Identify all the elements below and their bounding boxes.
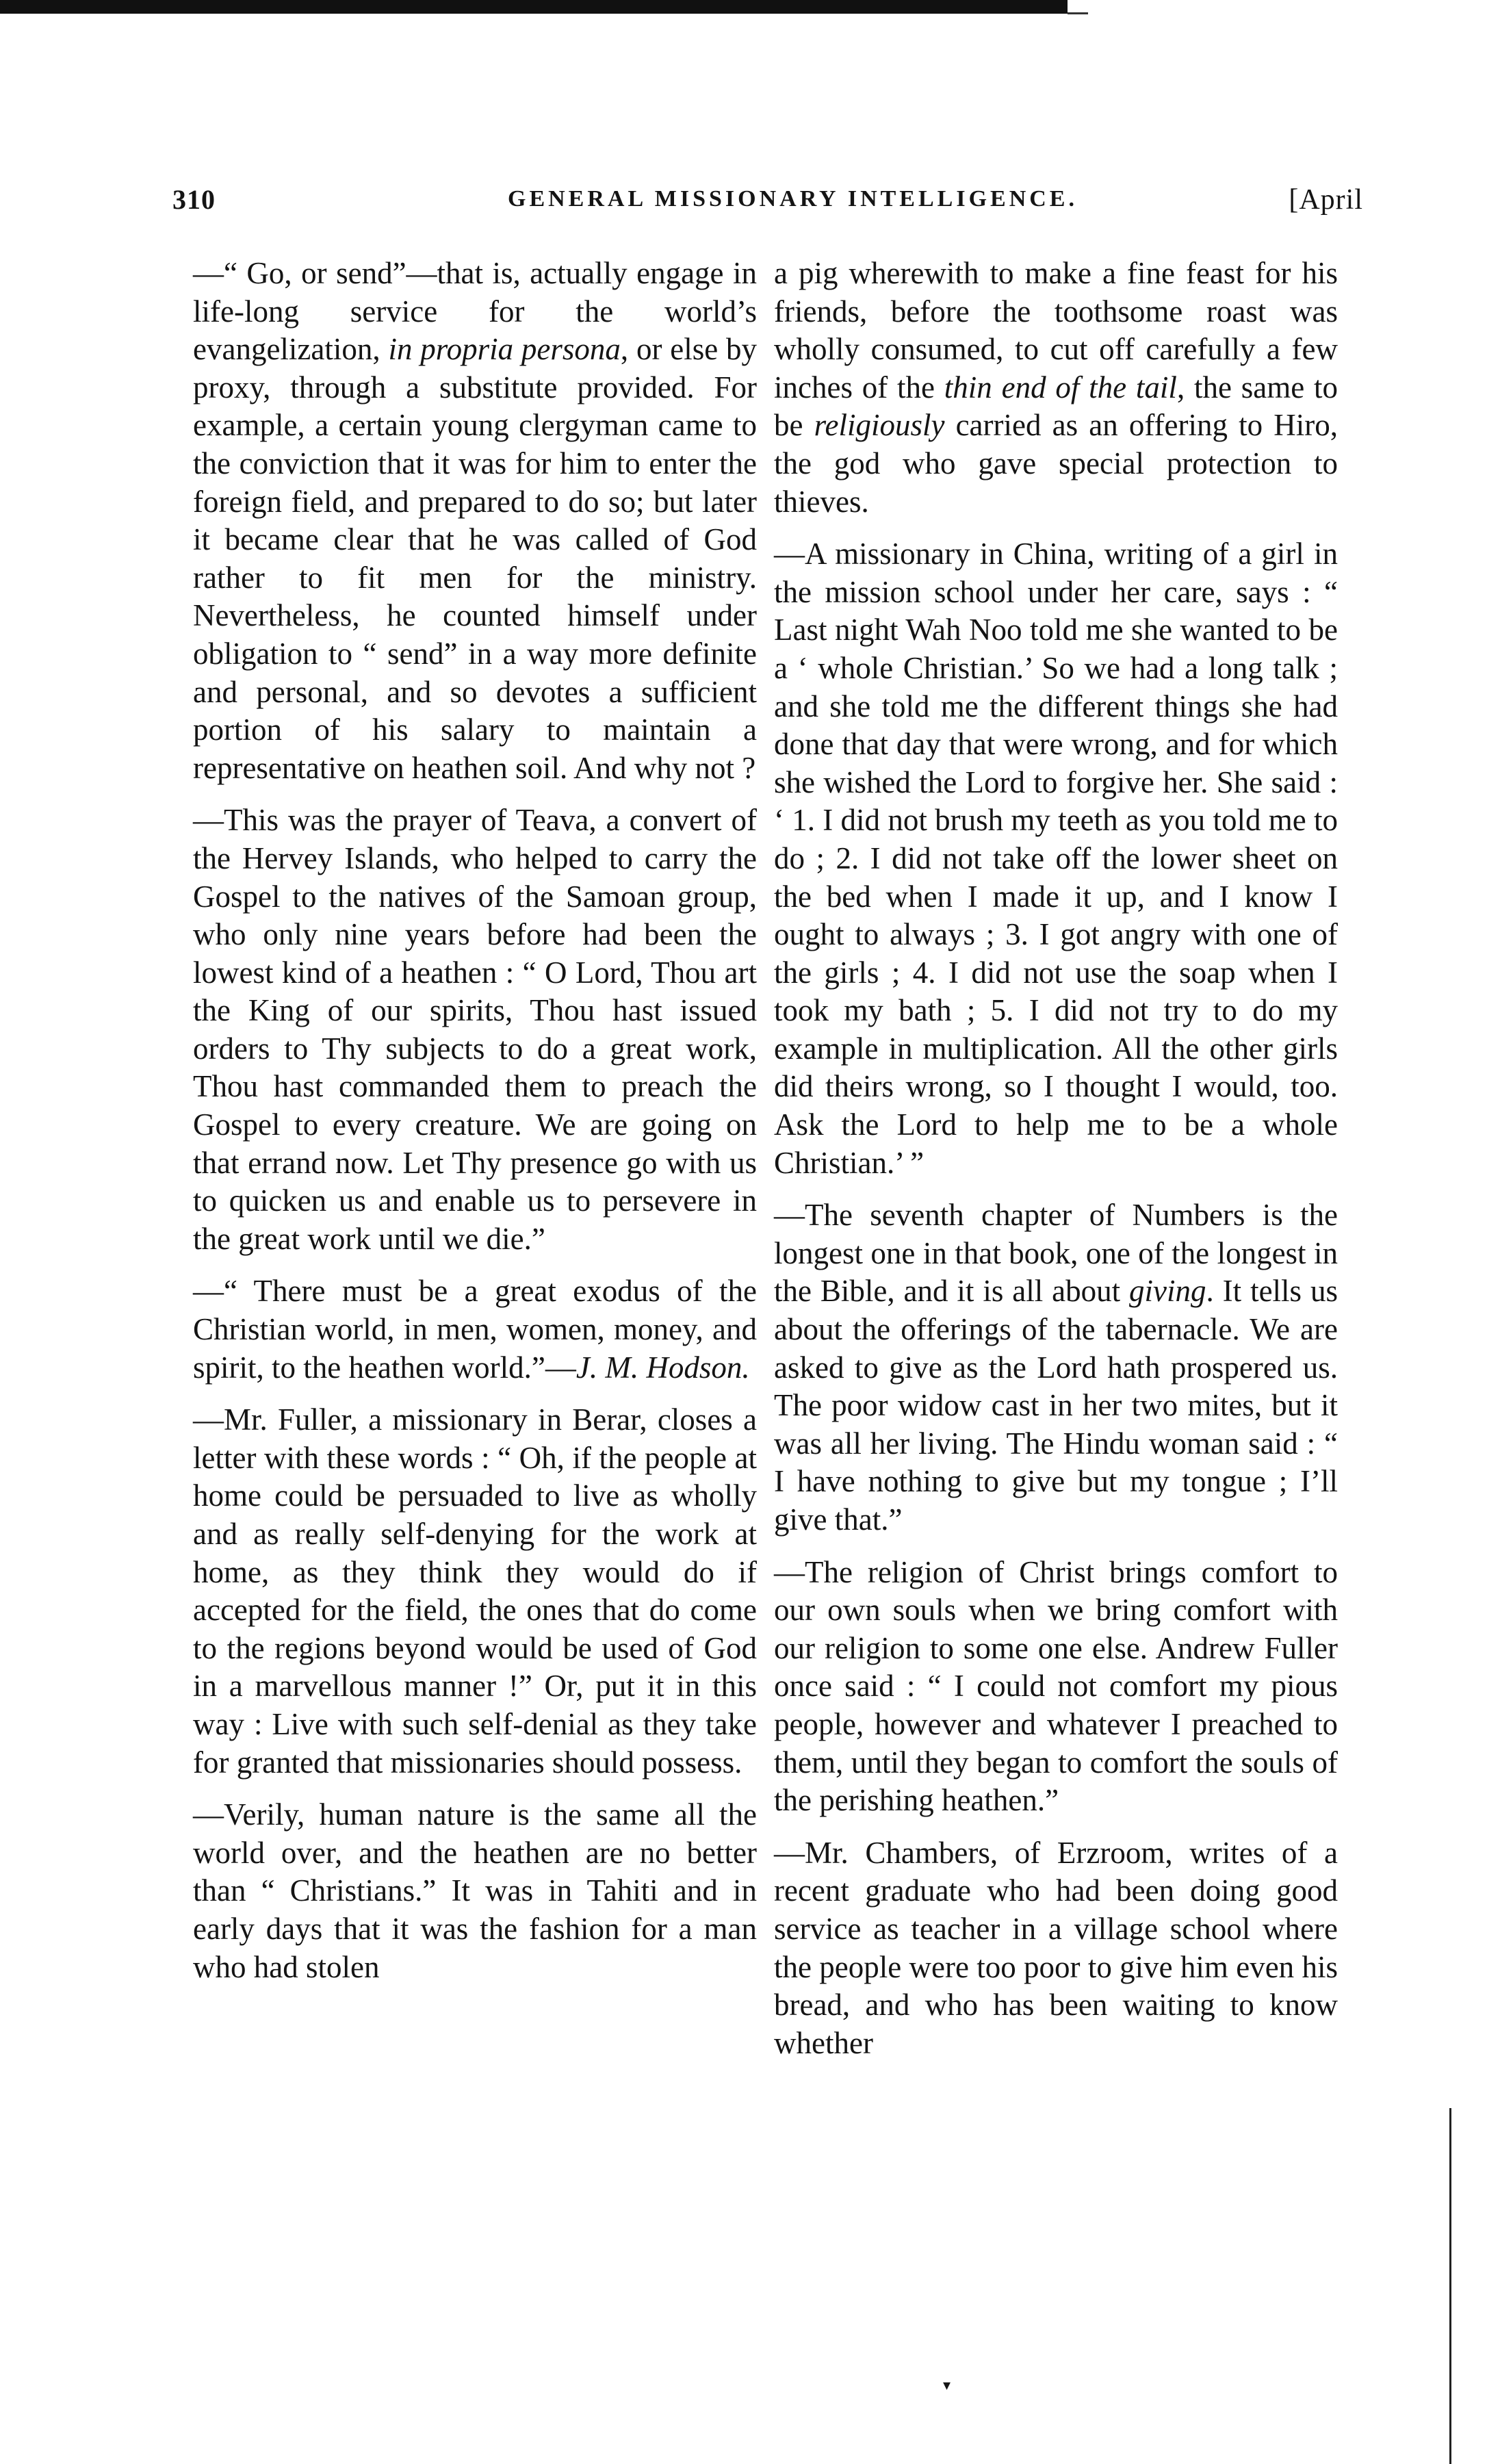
paragraph-text: —“ Go, or send”—that is, actually engage in life-long service for the world’s evangelization,	[193, 256, 757, 367]
paragraph	[193, 801, 757, 1258]
paragraph-text: —The religion of Christ brings comfort to our own souls when we bring comfort with our religion to some one else. Andrew Fuller once said : “ I could not comfort my pious people, however and whatever I preached to them, until they began to comfort the souls of the perishing heathen.”	[774, 1554, 1338, 1818]
paragraph-text: —A missionary in China, writing of a girl in the mission school under her care, says : “ Last night Wah Noo told me she wanted to be a ‘ whole Christian.’ So we had a long talk ; and she told me the different things she had done that day that were wrong, and for which she wished the Lord to forgive her. She said : ‘ 1. I did not brush my teeth as you told me to do ; 2. I did not take off the lower sheet on the bed when I made it up, and I know I ought to always ; 3. I got angry with one of the girls ; 4. I did not use the soap when I took my bath ; 5. I did not try to do my example in multiplication. All the other girls did theirs wrong, so I thought I would, too. Ask the Lord to help me to be a whole Christian.’ ”	[774, 537, 1338, 1180]
paragraph	[774, 1834, 1338, 2063]
right-column	[774, 255, 1338, 2077]
paragraph	[193, 1796, 757, 1986]
paragraph-text: —This was the prayer of Teava, a convert of the Hervey Islands, who helped to carry the Gospel to the natives of the Samoan group, who only nine years before had been the lowest kind of a heathen : “ O Lord, Thou art the King of our spirits, Thou hast issued orders to Thy subjects to do a great work, Thou hast commanded them to preach the Gospel to every creature. We are going on that errand now. Let Thy presence go with us to quicken us and enable us to persevere in the great work until we die.”	[193, 803, 757, 1256]
paragraph-text: carried as an offering to Hiro, the god who gave special protection to thieves.	[774, 408, 1338, 519]
left-column	[193, 255, 757, 2001]
paragraph-text: —The seventh chapter of Numbers is the longest one in that book, one of the longest in the Bible, and it is all about	[774, 1198, 1338, 1309]
running-title: GENERAL MISSIONARY INTELLIGENCE.	[508, 186, 1078, 211]
page-number: 310	[172, 184, 216, 215]
paragraph-text: , or else by proxy, through a substitute provided. For example, a certain young clergyman came to the conviction that it was for him to enter the foreign field, and prepared to do so; but later it became clear that he was called of God rather to fit men for the ministry. Nevertheless, he counted himself under obligation to “ send” in a way more definite and personal, and so devotes a sufficient portion of his salary to maintain a representative on heathen soil. And why not ?	[193, 332, 758, 785]
paragraph-text: , the same to be	[774, 370, 1338, 443]
page-header	[172, 183, 1363, 224]
italic-text: in propria persona	[388, 332, 621, 367]
paragraph	[193, 1401, 757, 1782]
paragraph	[774, 1554, 1338, 1820]
italic-text: giving	[1129, 1274, 1206, 1309]
paragraph	[774, 1196, 1338, 1539]
paragraph-text: —Mr. Fuller, a missionary in Berar, closes a letter with these words : “ Oh, if the people at home could be persuaded to live as wholly and as really self-denying for the work at home, as they think they would do if accepted for the field, the ones that do come to the regions beyond would be used of God in a marvellous manner !” Or, put it in this way : Live with such self-denial as they take for granted that missionaries should possess.	[193, 1402, 757, 1780]
paragraph-text: —Mr. Chambers, of Erzroom, writes of a recent graduate who had been doing good service as teacher in a village school where the people were too poor to give him even his bread, and who has been waiting to know whether	[774, 1835, 1338, 2060]
paragraph-text: a pig wherewith to make a fine feast for his friends, before the toothsome roast was wholly consumed, to cut off carefully a few inches of the	[774, 256, 1338, 405]
italic-text: religiously	[814, 408, 945, 443]
top-rule-tail	[1068, 12, 1088, 14]
page-edge-line	[1449, 2108, 1451, 2464]
paragraph-text: —Verily, human nature is the same all the world over, and the heathen are no better than “ Christians.” It was in Tahiti and in early days that it was the fashion for a man who had stolen	[193, 1797, 757, 1984]
issue-month: [April	[1289, 184, 1363, 216]
paragraph	[774, 255, 1338, 521]
paragraph	[774, 535, 1338, 1182]
italic-text: thin end of the tail	[944, 370, 1177, 405]
paragraph	[193, 1272, 757, 1387]
print-mark: ▾	[943, 2376, 951, 2394]
top-rule	[0, 0, 1068, 14]
paragraph-text: —“ There must be a great exodus of the Christian world, in men, women, money, and spirit, to the heathen world.”—	[193, 1274, 757, 1385]
paragraph	[193, 255, 757, 787]
paragraph-text: . It tells us about the offerings of the tabernacle. We are asked to give as the Lord hath prospered us. The poor widow cast in her two mites, but it was all her living. The Hindu woman said : “ I have nothing to give but my tongue ; I’ll give that.”	[774, 1274, 1338, 1537]
italic-text: J. M. Hodson.	[576, 1350, 750, 1385]
